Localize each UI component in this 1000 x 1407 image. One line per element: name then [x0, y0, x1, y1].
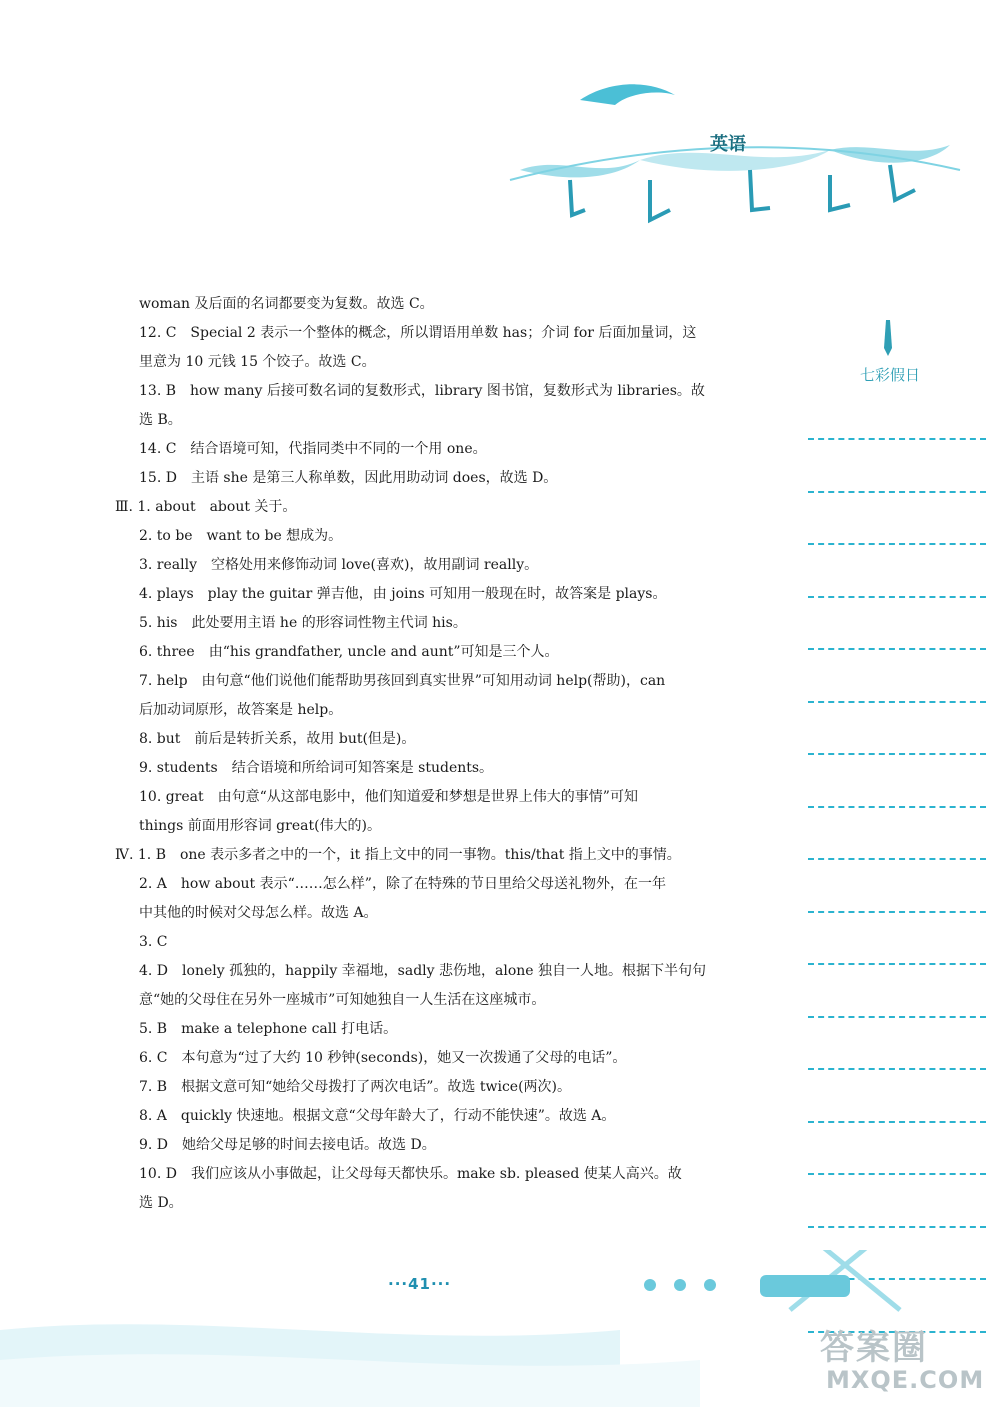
tree-mark-5	[890, 165, 915, 200]
answer-line: 13. B how many 后接可数名词的复数形式，library 图书馆，复数形式为 libraries。故	[139, 383, 705, 399]
subject-label: 英语	[710, 134, 746, 155]
note-line	[808, 491, 986, 493]
answer-line: 3. really 空格处用来修饰动词 love(喜欢)，故用副词 really。	[139, 557, 539, 573]
answer-line: 2. A how about 表示“……怎么样”，除了在特殊的节日里给父母送礼物外，在一年	[139, 876, 666, 892]
answer-line: 10. D 我们应该从小事做起，让父母每天都快乐。make sb. pleased 使某人高兴。故	[139, 1166, 682, 1182]
pencil-icon	[878, 318, 902, 358]
note-line	[808, 701, 986, 703]
answer-line: 9. students 结合语境和所给词可知答案是 students。	[139, 760, 494, 776]
side-brand	[840, 318, 940, 385]
answer-line: 5. his 此处要用主语 he 的形容词性物主代词 his。	[139, 615, 467, 631]
note-line	[808, 911, 986, 913]
note-line	[808, 1016, 986, 1018]
watermark-bottom: MXQE.COM	[826, 1366, 985, 1394]
tree-mark-4	[830, 175, 850, 210]
note-line	[808, 858, 986, 860]
answer-line: 7. help 由句意“他们说他们能帮助男孩回到真实世界”可知用动词 help(帮助)，can	[139, 673, 666, 689]
note-line	[808, 1226, 986, 1228]
watermark-top: 答案圈	[820, 1328, 928, 1368]
answer-line: 14. C 结合语境可知，代指同类中不同的一个用 one。	[139, 441, 487, 457]
tree-mark-2	[650, 180, 670, 220]
answer-line: 6. three 由“his grandfather, uncle and aunt”可知是三个人。	[139, 644, 559, 660]
answer-line: Ⅳ. 1. B one 表示多者之中的一个，it 指上文中的同一事物。this/that 指上文中的事情。	[115, 847, 681, 863]
answer-line: 里意为 10 元钱 15 个饺子。故选 C。	[139, 354, 376, 370]
note-line	[808, 806, 986, 808]
answer-line: 3. C	[139, 934, 168, 950]
note-lines	[808, 438, 986, 1383]
answer-content	[115, 290, 745, 1218]
answer-line: 后加动词原形，故答案是 help。	[139, 702, 343, 718]
note-line	[808, 1068, 986, 1070]
answer-line: 意“她的父母住在另外一座城市”可知她独自一人生活在这座城市。	[139, 992, 546, 1008]
answer-line: 中其他的时候对父母怎么样。故选 A。	[139, 905, 378, 921]
note-line	[808, 648, 986, 650]
note-line	[808, 753, 986, 755]
page-number: ···41···	[388, 1275, 452, 1293]
answer-line: 5. B make a telephone call 打电话。	[139, 1021, 398, 1037]
site-watermark	[820, 1320, 990, 1400]
answer-line: 4. plays play the guitar 弹吉他，由 joins 可知用一般现在时，故答案是 plays。	[139, 586, 667, 602]
answer-line: woman 及后面的名词都要变为复数。故选 C。	[139, 296, 434, 312]
answer-line: 6. C 本句意为“过了大约 10 秒钟(seconds)，她又一次拨通了父母的电话”。	[139, 1050, 627, 1066]
answer-line: 15. D 主语 she 是第三人称单数，因此用助动词 does，故选 D。	[139, 470, 558, 486]
note-line	[808, 1173, 986, 1175]
answer-line: 12. C Special 2 表示一个整体的概念，所以谓语用单数 has；介词 for 后面加量词，这	[139, 325, 697, 341]
note-line	[808, 596, 986, 598]
answer-line: things 前面用形容词 great(伟大的)。	[139, 818, 382, 834]
swan-shape	[580, 84, 675, 105]
answer-line: 10. great 由句意“从这部电影中，他们知道爱和梦想是世界上伟大的事情”可知	[139, 789, 638, 805]
note-line	[808, 963, 986, 965]
note-line	[808, 1121, 986, 1123]
answer-line: 4. D lonely 孤独的，happily 幸福地，sadly 悲伤地，alone 独自一人地。根据下半句句	[139, 963, 707, 979]
note-line	[808, 438, 986, 440]
footer-figures	[644, 1275, 850, 1297]
wave-right	[830, 145, 950, 163]
answer-line: 选 D。	[139, 1195, 183, 1211]
answer-line: 8. A quickly 快速地。根据文意“父母年龄大了，行动不能快速”。故选 A。	[139, 1108, 616, 1124]
tree-mark-3	[750, 170, 770, 210]
brand-text: 七彩假日	[859, 366, 920, 384]
note-line	[808, 543, 986, 545]
answer-line: 2. to be want to be 想成为。	[139, 528, 343, 544]
wave-left	[520, 160, 640, 177]
answer-line: 7. B 根据文意可知“她给父母拨打了两次电话”。故选 twice(两次)。	[139, 1079, 571, 1095]
answer-line: 选 B。	[139, 412, 182, 428]
answer-line: Ⅲ. 1. about about 关于。	[115, 499, 297, 515]
tree-mark-1	[570, 180, 585, 215]
answer-line: 9. D 她给父母足够的时间去接电话。故选 D。	[139, 1137, 436, 1153]
answer-line: 8. but 前后是转折关系，故用 but(但是)。	[139, 731, 416, 747]
